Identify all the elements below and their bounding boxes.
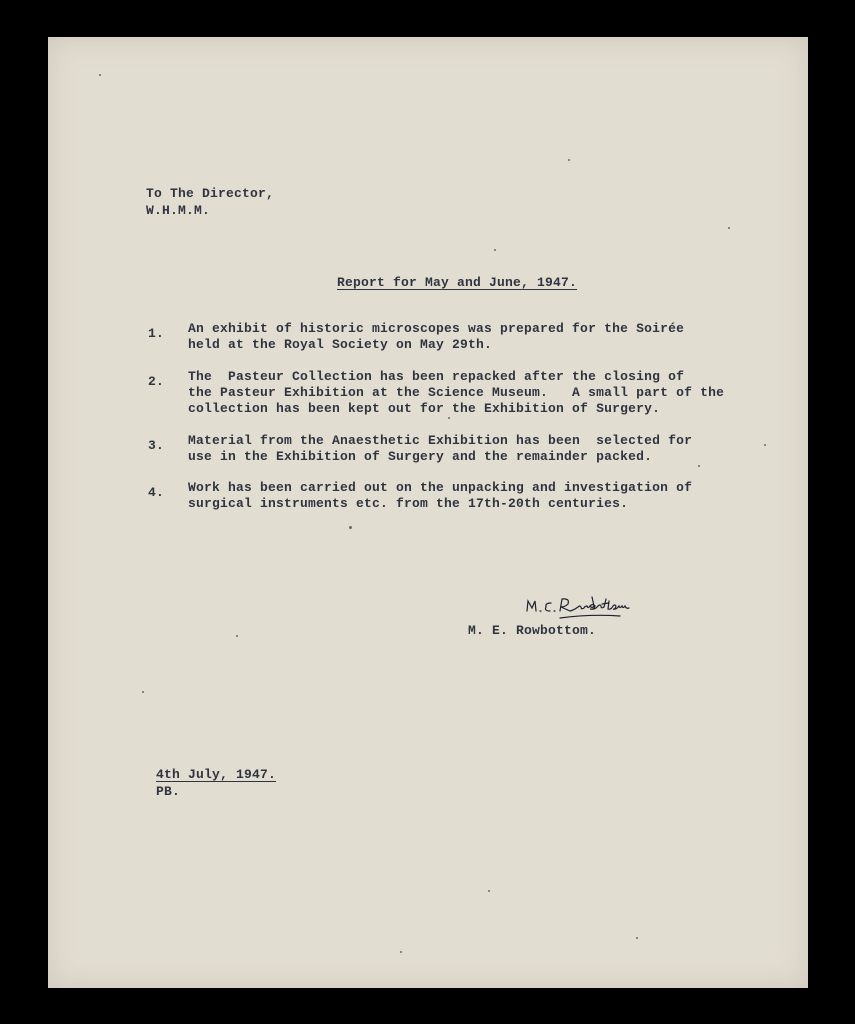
- document-page: [48, 37, 808, 988]
- item-line: Material from the Anaesthetic Exhibition has been selected for: [188, 433, 693, 448]
- report-title: Report for May and June, 1947.: [337, 275, 578, 290]
- item-line: use in the Exhibition of Surgery and the remainder packed.: [188, 449, 653, 464]
- item-number: 1.: [148, 326, 165, 341]
- item-number: 3.: [148, 438, 165, 453]
- signatory-name: M. E. Rowbottom.: [468, 623, 597, 638]
- item-number: 4.: [148, 485, 165, 500]
- letter-date: 4th July, 1947.: [156, 767, 277, 782]
- item-line: Work has been carried out on the unpacking and investigation of: [188, 480, 693, 495]
- item-line: collection has been kept out for the Exhibition of Surgery.: [188, 401, 661, 416]
- item-line: held at the Royal Society on May 29th.: [188, 337, 493, 352]
- item-line: The Pasteur Collection has been repacked after the closing of: [188, 369, 685, 384]
- recipient-line: To The Director,: [146, 186, 275, 201]
- organisation-line: W.H.M.M.: [146, 203, 211, 218]
- item-number: 2.: [148, 374, 165, 389]
- typist-initials: PB.: [156, 784, 181, 799]
- handwritten-signature: [524, 593, 639, 623]
- item-line: surgical instruments etc. from the 17th-20th centuries.: [188, 496, 629, 511]
- item-line: the Pasteur Exhibition at the Science Museum. A small part of the: [188, 385, 725, 400]
- item-line: An exhibit of historic microscopes was prepared for the Soirée: [188, 321, 685, 336]
